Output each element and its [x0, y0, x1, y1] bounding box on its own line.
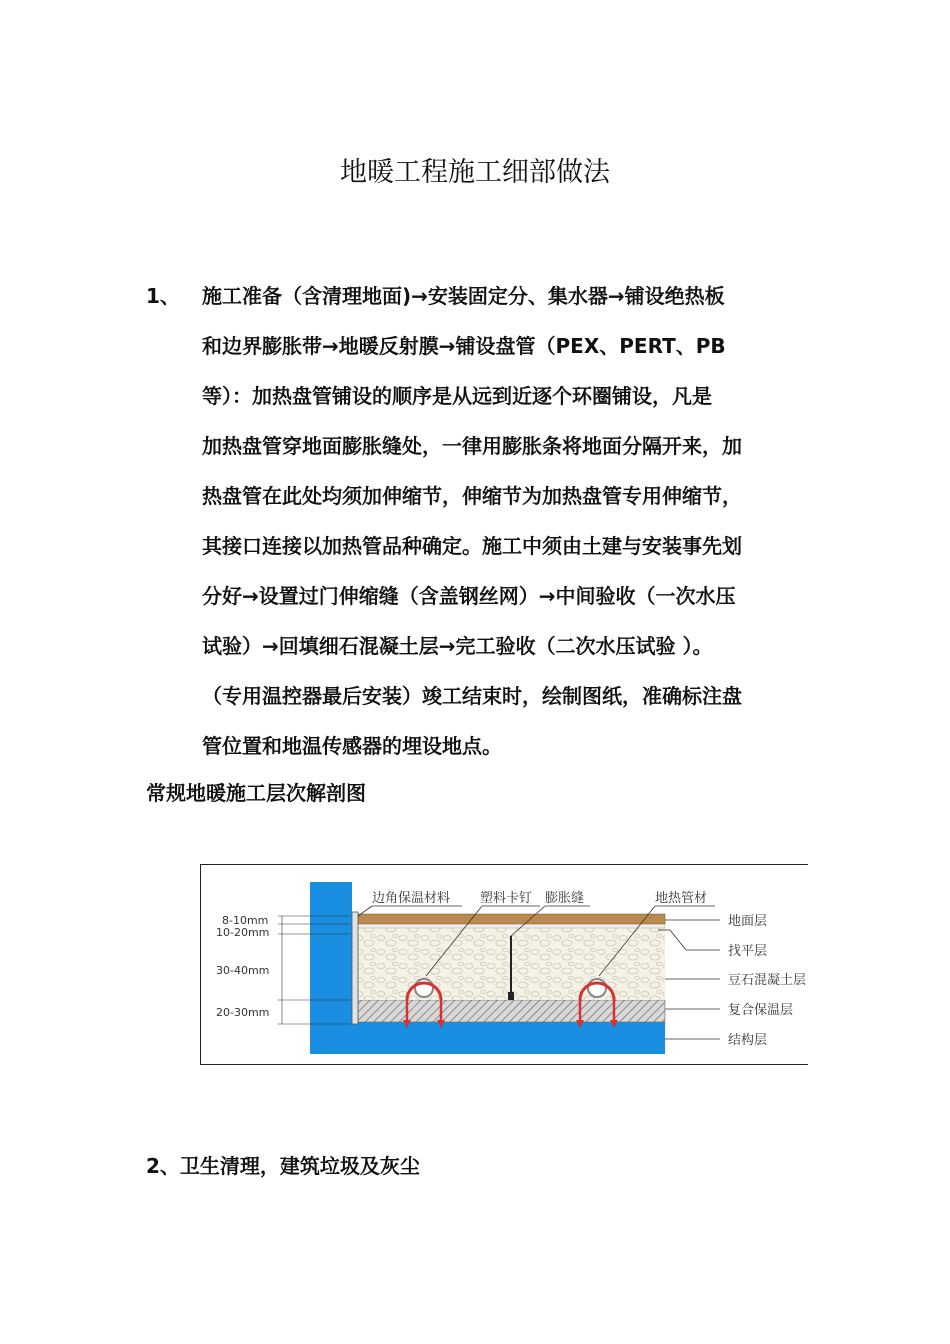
section-1-line: 其接口连接以加热管品种确定。施工中须由土建与安装事先划: [202, 534, 742, 558]
section-1-number: 1、: [146, 284, 180, 308]
section-1-line: 热盘管在此处均须加伸缩节，伸缩节为加热盘管专用伸缩节，: [202, 484, 742, 508]
dim-8-10mm: 8-10mm: [222, 914, 269, 927]
section-1-line: 试验）→回填细石混凝土层→完工验收（二次水压试验 ）。: [202, 634, 713, 658]
edge-insulation-strip: [352, 912, 358, 1024]
section-1-line: 管位置和地温传感器的埋设地点。: [202, 734, 502, 758]
label-plastic-clip: 塑料卡钉: [480, 891, 533, 906]
expansion-joint-base: [508, 992, 514, 1000]
insulation-layer: [358, 1000, 665, 1022]
label-structure-layer: 结构层: [728, 1033, 768, 1048]
floor-finish-layer: [358, 914, 665, 924]
dim-20-30mm: 20-30mm: [216, 1006, 270, 1019]
label-heating-pipe: 地热管材: [655, 891, 708, 906]
label-leveling-layer: 找平层: [728, 944, 768, 959]
floor-heating-cross-section-diagram: [200, 864, 808, 1066]
section-2-heading: 2、卫生清理，建筑垃圾及灰尘: [146, 1154, 420, 1178]
dim-10-20mm: 10-20mm: [216, 926, 270, 939]
label-insulation-layer: 复合保温层: [728, 1003, 794, 1018]
section-1-line: 加热盘管穿地面膨胀缝处，一律用膨胀条将地面分隔开来，加: [202, 434, 742, 458]
page-title: 地暖工程施工细部做法: [340, 157, 610, 188]
section-1-line: 等）：加热盘管铺设的顺序是从远到近逐个环圈铺设，凡是: [202, 384, 712, 408]
label-floor-layer: 地面层: [728, 914, 768, 929]
slab-structure: [310, 1022, 665, 1054]
dim-30-40mm: 30-40mm: [216, 964, 270, 977]
section-1-line: 施工准备（含清理地面)→安装固定分、集水器→铺设绝热板: [202, 284, 725, 308]
section-1-line: 分好→设置过门伸缩缝（含盖钢丝网）→中间验收（一次水压: [202, 584, 736, 608]
label-expansion-joint: 膨胀缝: [545, 891, 585, 906]
label-edge-insulation: 边角保温材料: [372, 891, 451, 906]
section-1-line: （专用温控器最后安装）竣工结束时，绘制图纸，准确标注盘: [202, 684, 742, 708]
label-pebble-concrete-layer: 豆石混凝土层: [728, 973, 807, 988]
section-1-line: 和边界膨胀带→地暖反射膜→铺设盘管（PEX、PERT、PB: [202, 334, 726, 358]
diagram-heading: 常规地暖施工层次解剖图: [146, 781, 366, 805]
